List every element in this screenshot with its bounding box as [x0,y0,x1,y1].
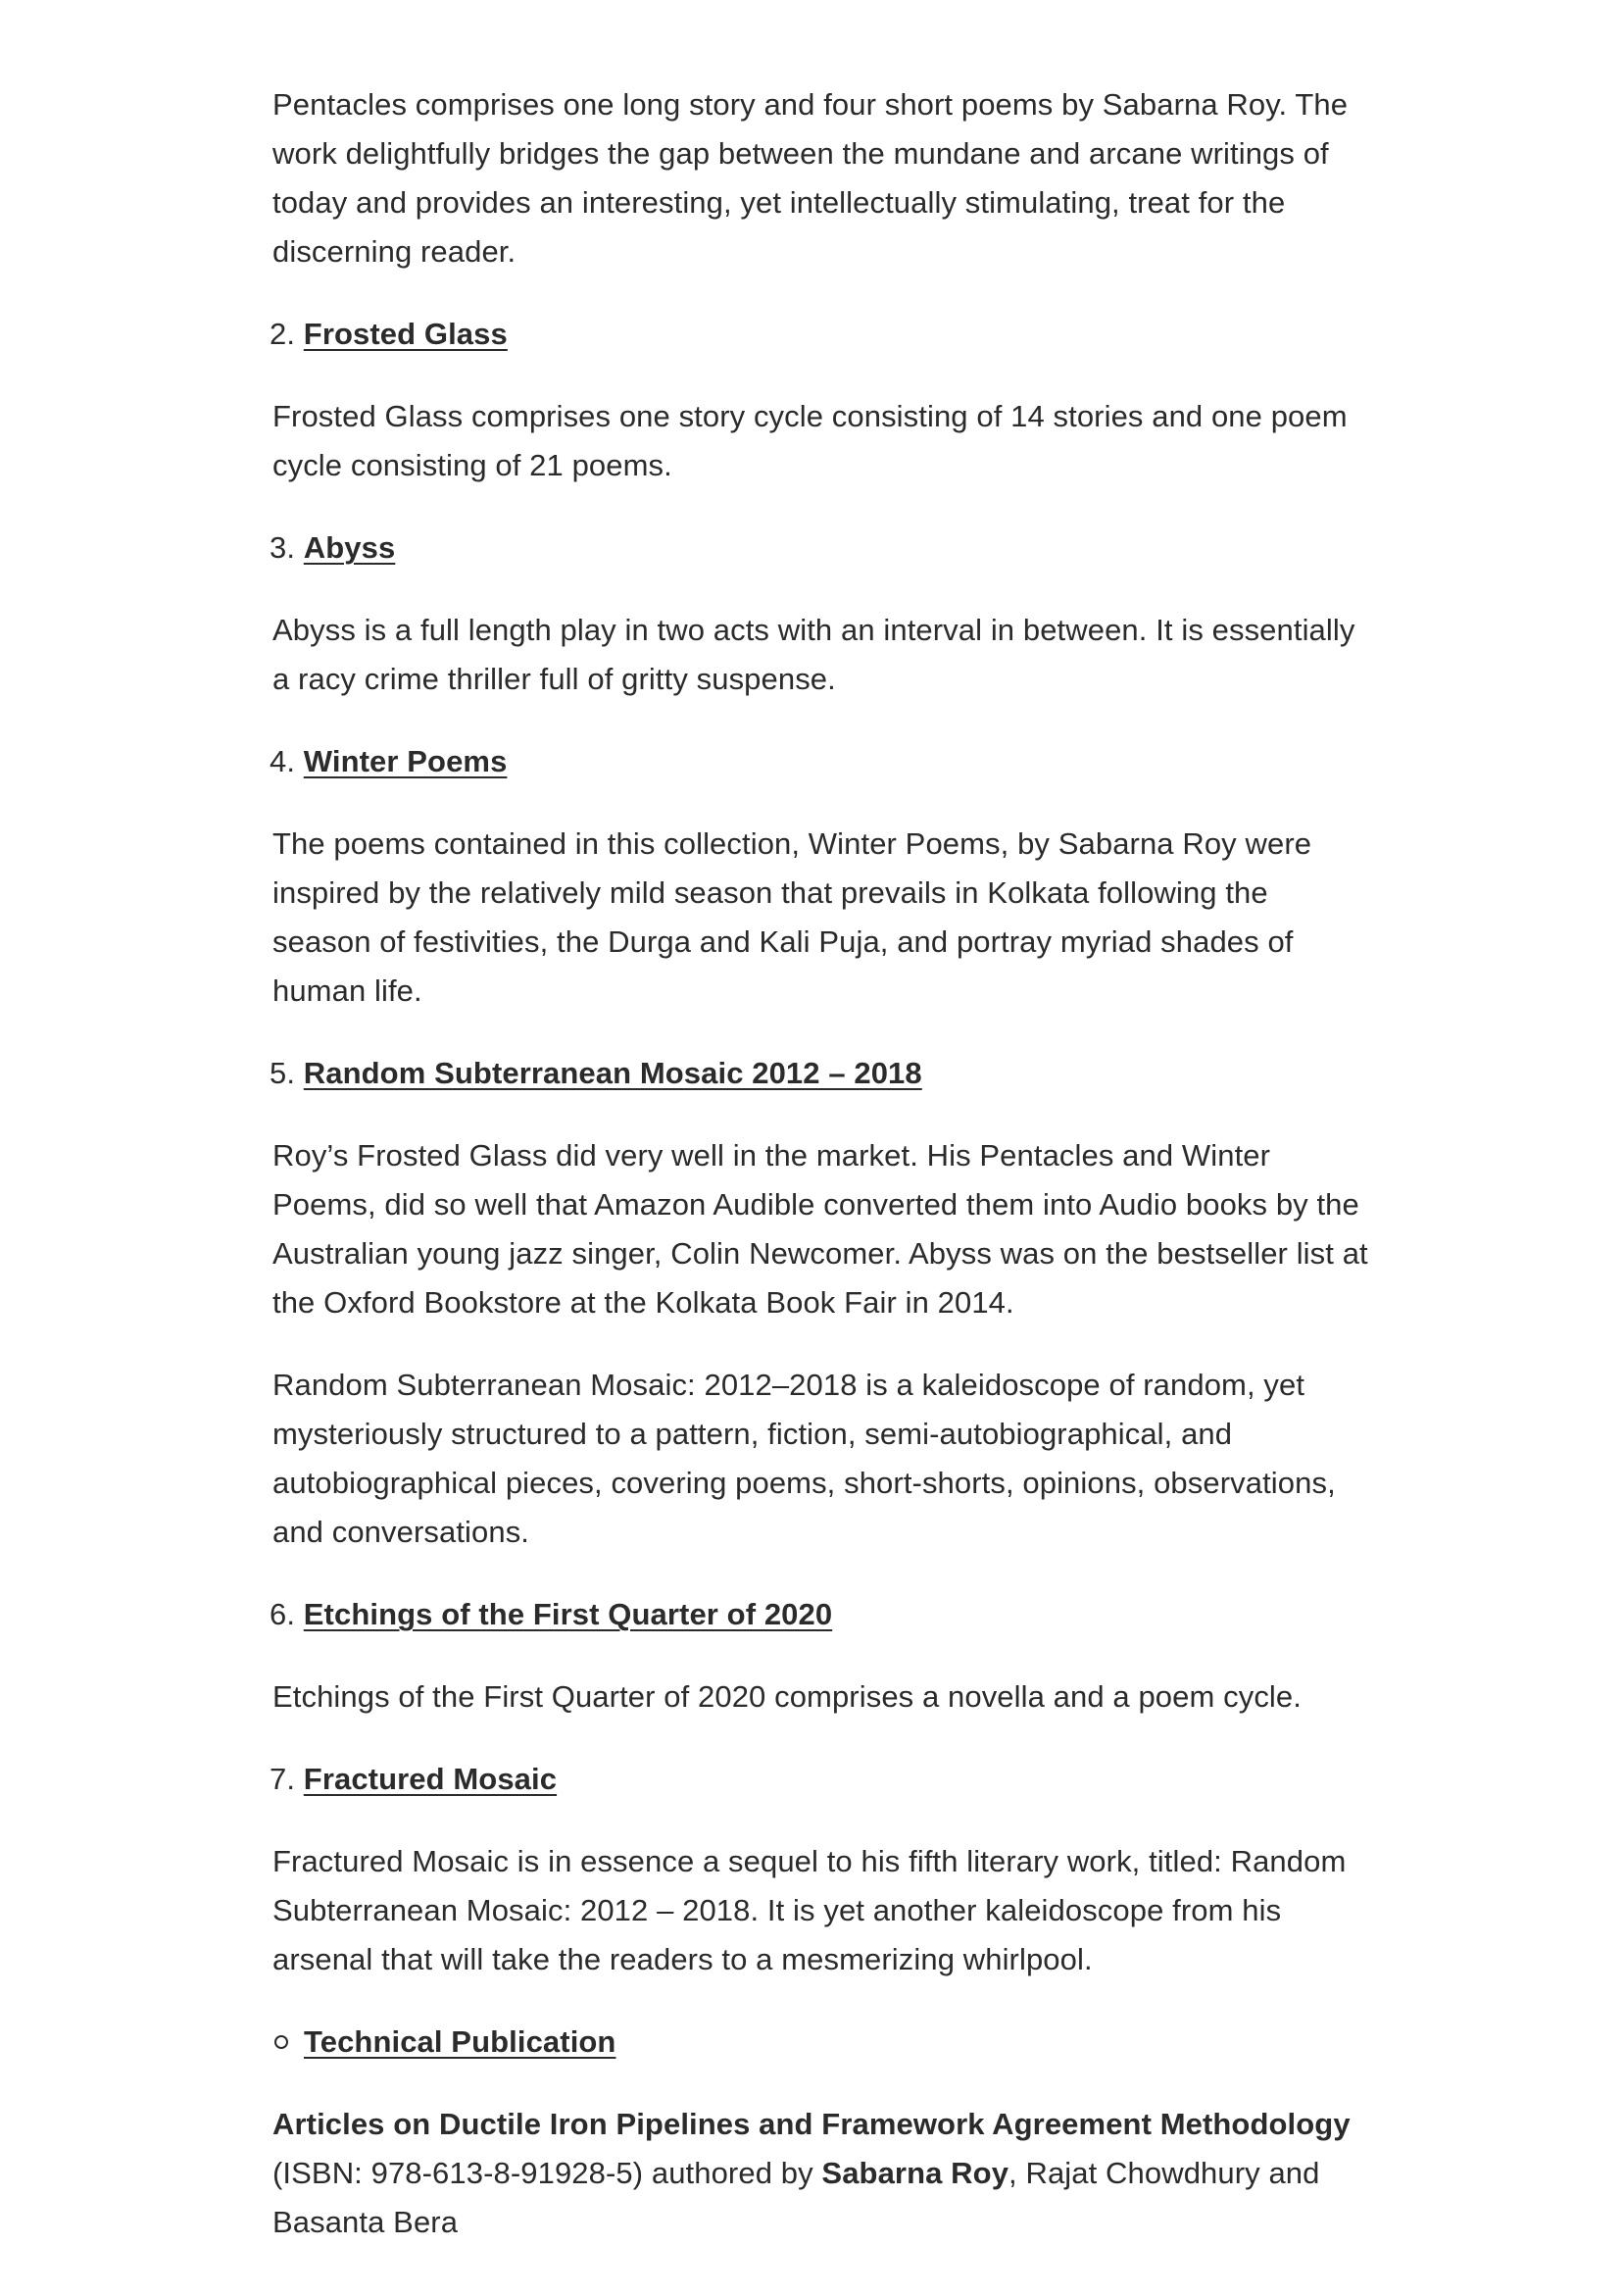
list-item-abyss [270,524,1370,573]
list-item-random-mosaic [270,1049,1370,1098]
random-mosaic-description-2: Random Subterranean Mosaic: 2012–2018 is a kaleidoscope of random, yet mysteriously structured to a pattern, fiction, semi-autobiographical, and autobiographical pieces, covering poems, short-shorts, opinions, observations, and conversations. [272,1368,1336,1549]
etchings-description: Etchings of the First Quarter of 2020 comprises a novella and a poem cycle. [272,1679,1302,1714]
circle-bullet-icon [274,2035,288,2049]
list-item-etchings [270,1590,1370,1639]
frosted-glass-description: Frosted Glass comprises one story cycle consisting of 14 stories and one poem cycle consisting of 21 poems. [272,399,1348,482]
etchings-link[interactable]: Etchings of the First Quarter of 2020 [303,1597,833,1631]
technical-publication-link[interactable]: Technical Publication [304,2024,616,2059]
article-title: Articles on Ductile Iron Pipelines and Framework Agreement Methodology [272,2107,1351,2141]
list-item-winter-poems [270,737,1370,786]
list-number: 7. [270,1762,296,1796]
winter-poems-link[interactable]: Winter Poems [303,744,508,778]
author-name: Sabarna Roy [821,2156,1009,2190]
list-number: 5. [270,1056,296,1090]
random-mosaic-link[interactable]: Random Subterranean Mosaic 2012 – 2018 [303,1056,922,1090]
random-mosaic-description-1: Roy’s Frosted Glass did very well in the market. His Pentacles and Winter Poems, did so well that Amazon Audible converted them into Audio books by the Australian young jazz singer, Colin Newcomer. Abyss was on the bestseller list at the Oxford Bookstore at the Kolkata Book Fair in 2014. [272,1138,1368,1320]
list-number: 3. [270,530,296,565]
abyss-link[interactable]: Abyss [303,530,396,565]
article-body [272,80,1370,2280]
isbn-text: (ISBN: 978-613-8-91928-5) authored by [272,2156,822,2190]
list-item-frosted-glass [270,310,1370,359]
coauthors-text: , Rajat Chowdhury and Basanta Bera [272,2156,1320,2239]
winter-poems-description: The poems contained in this collection, Winter Poems, by Sabarna Roy were inspired by the relatively mild season that prevails in Kolkata following the season of festivities, the Durga and Kali Puja, and portray myriad shades of human life. [272,826,1312,1008]
list-number: 4. [270,744,296,778]
technical-publication-description [272,2100,1370,2247]
list-number: 6. [270,1597,296,1631]
pentacles-description: Pentacles comprises one long story and four short poems by Sabarna Roy. The work delightfully bridges the gap between the mundane and arcane writings of today and provides an interesting, yet intellectually stimulating, treat for the discerning reader. [272,87,1349,269]
abyss-description: Abyss is a full length play in two acts with an interval in between. It is essentially a racy crime thriller full of gritty suspense. [272,613,1355,696]
fractured-mosaic-description: Fractured Mosaic is in essence a sequel to his fifth literary work, titled: Random Subterranean Mosaic: 2012 – 2018. It is yet another kaleidoscope from his arsenal that will take the readers to a mesmerizing whirlpool. [272,1844,1347,1976]
list-number: 2. [270,317,296,351]
frosted-glass-link[interactable]: Frosted Glass [303,317,508,351]
list-item-fractured-mosaic [270,1755,1370,1804]
technical-publication-item [272,2018,1370,2067]
fractured-mosaic-link[interactable]: Fractured Mosaic [303,1762,558,1796]
